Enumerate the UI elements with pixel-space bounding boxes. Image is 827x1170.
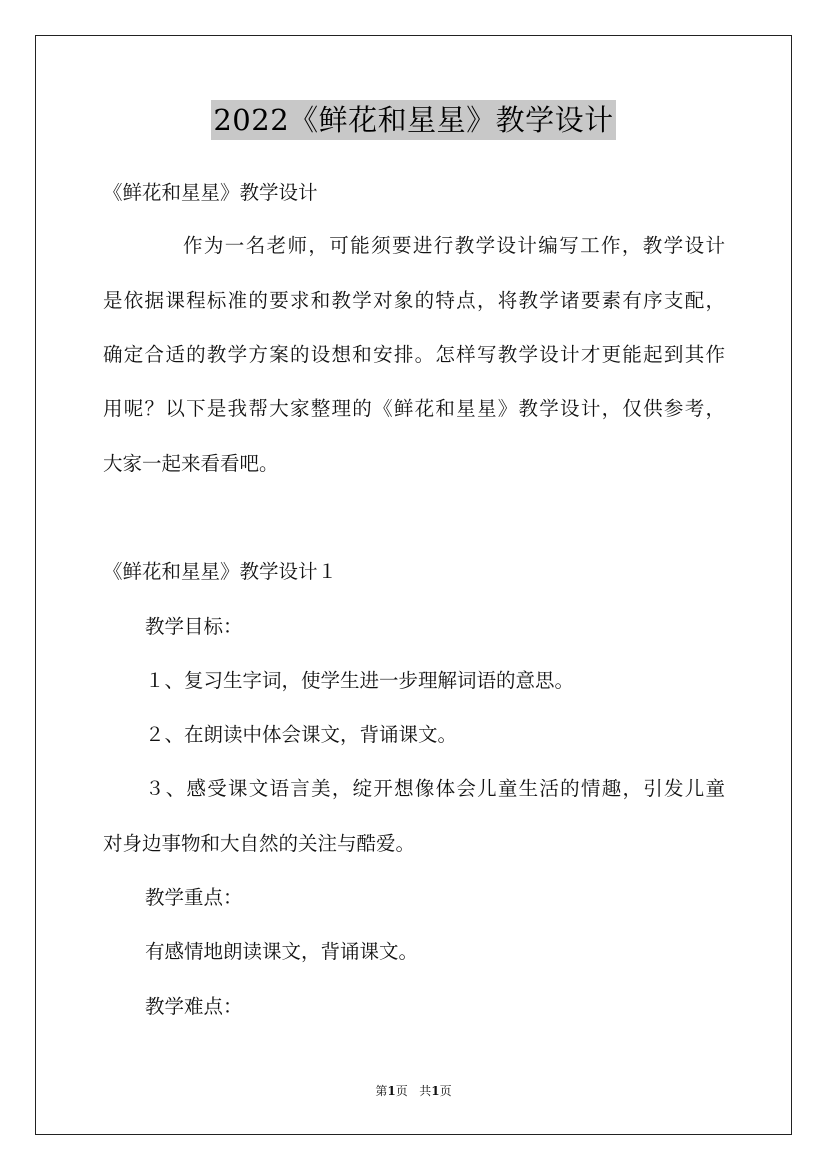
title-container: [0, 100, 827, 140]
goal-item-2: ２、在朗读中体会课文，背诵课文。: [145, 723, 458, 746]
intro-line-5: 大家一起来看看吧。: [103, 452, 279, 475]
goal-item-1: １、复习生字词，使学生进一步理解词语的意思。: [145, 669, 575, 692]
footer-page-number: 1: [387, 1084, 396, 1098]
key-points-heading: 教学重点：: [145, 886, 243, 909]
intro-line-2: 是依据课程标准的要求和教学对象的特点，将教学诸要素有序支配，: [103, 289, 725, 312]
key-points-text: 有感情地朗读课文，背诵课文。: [145, 940, 419, 963]
document-subtitle: 《鲜花和星星》教学设计: [103, 181, 318, 204]
intro-line-3: 确定合适的教学方案的设想和安排。怎样写教学设计才更能起到其作: [103, 343, 725, 366]
goal-item-3: ３、感受课文语言美，绽开想像体会儿童生活的情趣，引发儿童: [145, 777, 725, 800]
difficulties-heading: 教学难点：: [145, 995, 243, 1018]
document-title: 2022《鲜花和星星》教学设计: [211, 100, 615, 140]
footer-page-suffix: 页: [395, 1084, 408, 1098]
section-heading: 《鲜花和星星》教学设计１: [103, 560, 338, 583]
intro-line-1: 作为一名老师，可能须要进行教学设计编写工作，教学设计: [183, 234, 725, 257]
goal-item-3-continued: 对身边事物和大自然的关注与酷爱。: [103, 832, 416, 855]
goals-heading: 教学目标：: [145, 615, 243, 638]
intro-line-4: 用呢？以下是我帮大家整理的《鲜花和星星》教学设计，仅供参考，: [103, 397, 725, 420]
page-footer: [0, 1082, 827, 1100]
footer-total-suffix: 页: [439, 1084, 452, 1098]
footer-total-pages: 1: [431, 1084, 440, 1098]
footer-page-prefix: 第: [375, 1084, 388, 1098]
footer-total-prefix: 共: [419, 1084, 432, 1098]
